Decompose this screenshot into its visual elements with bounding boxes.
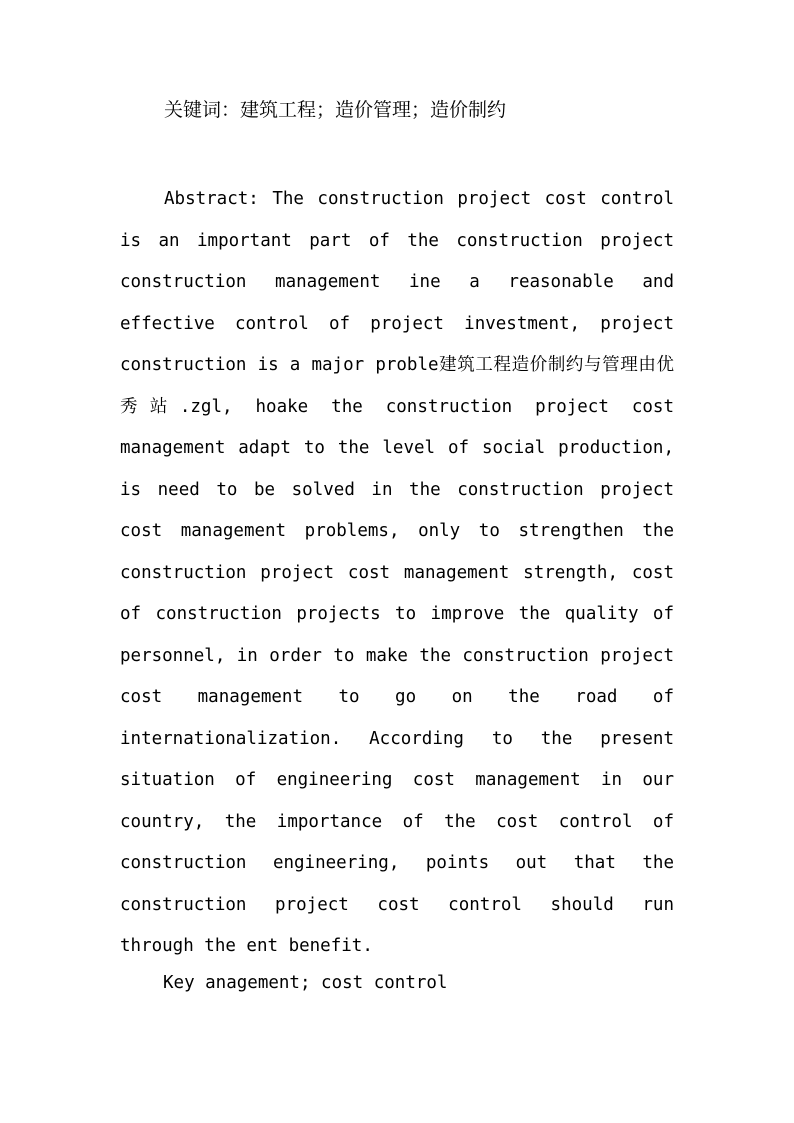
abstract-paragraph (120, 179, 674, 968)
chinese-keywords-line: 关键词：建筑工程；造价管理；造价制约 (164, 99, 507, 121)
english-keywords-line: Key anagement; cost control (163, 973, 448, 993)
abstract-text: Abstract: The construction project cost control is an important part of the construction project construction management ine a reasonable and effective control of project investment, project construction is a major proble建筑工程造价制约与管理由优秀站.zgl, hoake the construction project cost management adapt to the level of social production, is need to be solved in the construction project cost management problems, only to strengthen the construction project cost management strength, cost of construction projects to improve the quality of personnel, in order to make the construction project cost management to go on the road of internationalization. According to the present situation of engineering cost management in our country, the importance of the cost control of construction engineering, points out that the construction project cost control should run (120, 189, 674, 915)
abstract-last-line: through the ent benefit. (120, 936, 373, 956)
